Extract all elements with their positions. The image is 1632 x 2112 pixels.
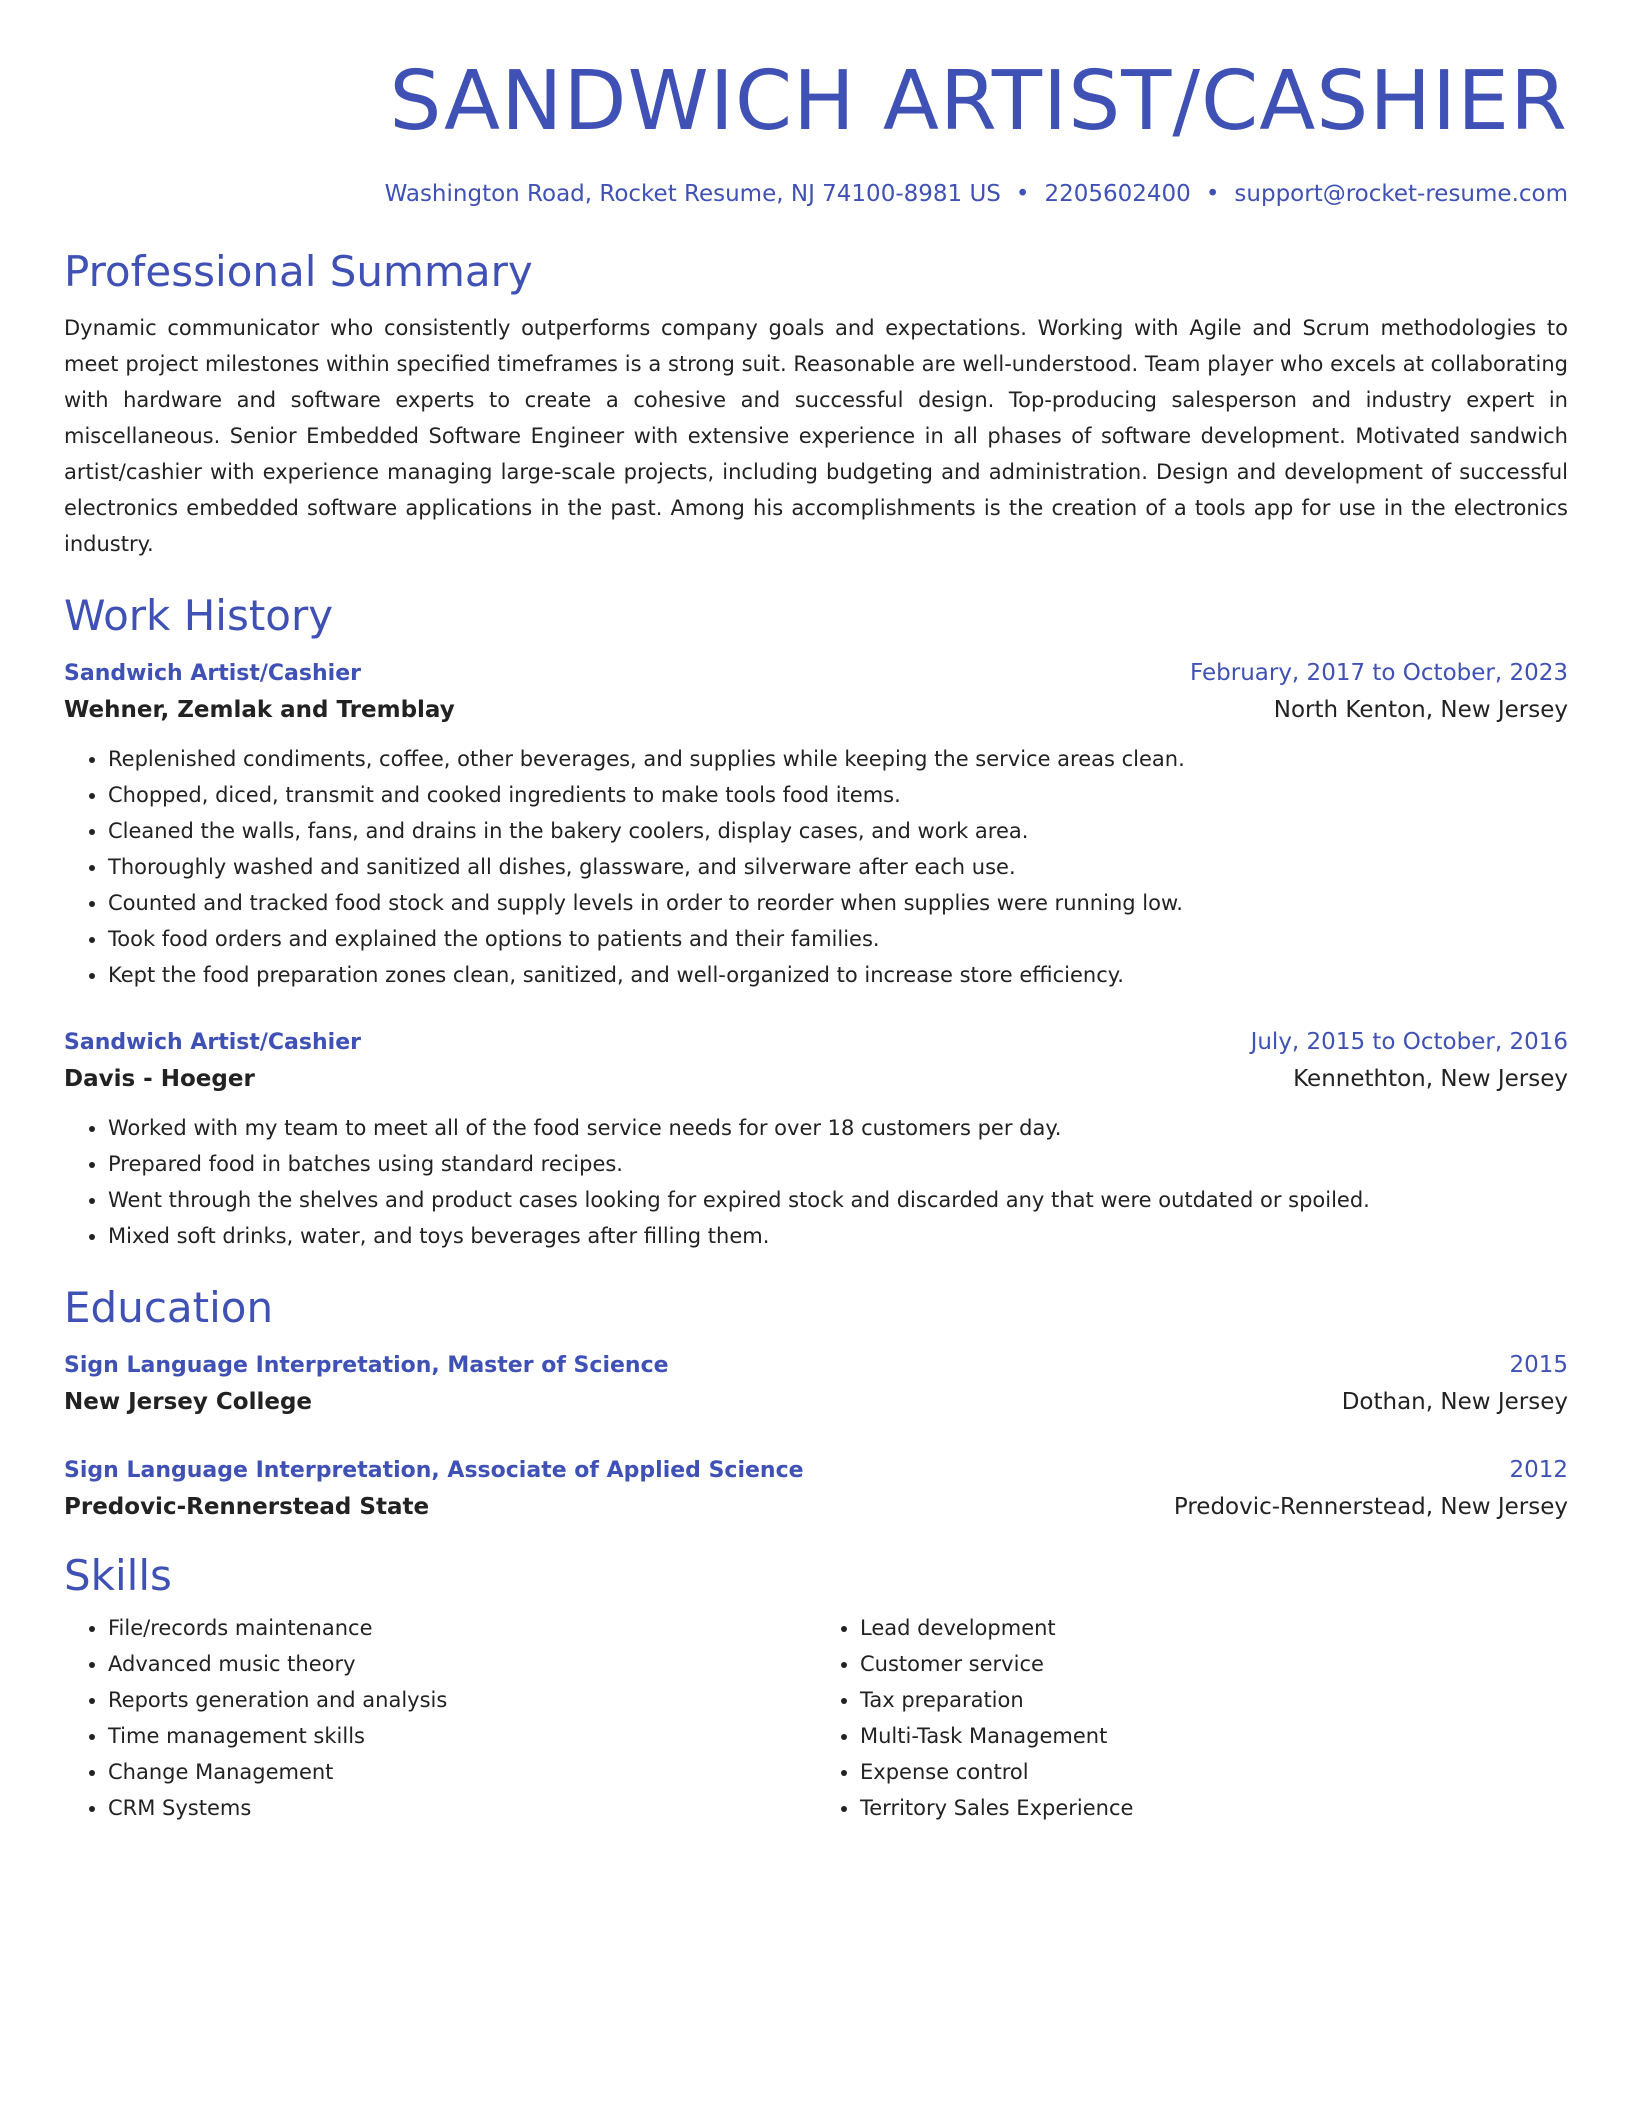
education-degree-row [64, 1348, 1568, 1383]
skill-item: • Reports generation and analysis [108, 1682, 816, 1718]
job-dates: July, 2015 to October, 2016 [1250, 1029, 1568, 1055]
job-bullet: • Mixed soft drinks, water, and toys beverages after filling them. [108, 1218, 1568, 1254]
work-history-heading: Work History [64, 591, 334, 640]
contact-separator: • [1015, 181, 1030, 207]
job-bullet: • Chopped, diced, transmit and cooked ingredients to make tools food items. [108, 777, 1568, 813]
education-school-row [64, 1383, 1568, 1421]
skill-item: • Advanced music theory [108, 1646, 816, 1682]
education-school-row [64, 1488, 1568, 1526]
skill-item: • Customer service [860, 1646, 1568, 1682]
job-bullet: • Prepared food in batches using standard recipes. [108, 1146, 1568, 1182]
job-bullet: • Went through the shelves and product cases looking for expired stock and discarded any that were outdated or spoiled. [108, 1182, 1568, 1218]
summary-text: Dynamic communicator who consistently outperforms company goals and expectations. Working with Agile and Scrum methodologies to meet project milestones within specified timeframes is a strong suit. Reasonable are well-understood. Team player who excels at collaborating with hardware and software experts to create a cohesive and successful design. Top-producing salesperson and industry expert in miscellaneous. Senior Embedded Software Engineer with extensive experience in all phases of software development. Motivated sandwich artist/cashier with experience managing large-scale projects, including budgeting and administration. Design and development of successful electronics embedded software applications in the past. Among his accomplishments is the creation of a tools app for use in the electronics industry. [64, 316, 1568, 556]
education-school: Predovic-Rennerstead State [64, 1494, 430, 1520]
job-employer-row [64, 691, 1568, 729]
job-bullets [64, 1110, 1568, 1254]
job-bullets [64, 741, 1568, 993]
job-dates: February, 2017 to October, 2023 [1190, 660, 1568, 686]
job-bullet: • Replenished condiments, coffee, other beverages, and supplies while keeping the service areas clean. [108, 741, 1568, 777]
education-degree: Sign Language Interpretation, Master of Science [64, 1353, 669, 1378]
job-location: North Kenton, New Jersey [1273, 697, 1568, 723]
skill-item: • Lead development [860, 1610, 1568, 1646]
resume-title: SANDWICH ARTIST/CASHIER [389, 54, 1568, 149]
education-year: 2015 [1509, 1352, 1568, 1378]
skills-heading: Skills [64, 1551, 172, 1600]
job-location: Kennethton, New Jersey [1293, 1066, 1568, 1092]
education-location: Dothan, New Jersey [1341, 1389, 1568, 1415]
education-school: New Jersey College [64, 1389, 313, 1415]
job-bullet: • Cleaned the walls, fans, and drains in the bakery coolers, display cases, and work area. [108, 813, 1568, 849]
skills-list [64, 1610, 1568, 1826]
education-entry [64, 1453, 1568, 1526]
job-title: Sandwich Artist/Cashier [64, 1030, 361, 1055]
job-employer: Davis - Hoeger [64, 1066, 255, 1092]
job-bullet: • Thoroughly washed and sanitized all dishes, glassware, and silverware after each use. [108, 849, 1568, 885]
skill-item: • Time management skills [108, 1718, 816, 1754]
job-bullet: • Kept the food preparation zones clean, sanitized, and well-organized to increase store efficiency. [108, 957, 1568, 993]
skill-item: • Expense control [860, 1754, 1568, 1790]
contact-line [64, 179, 1568, 209]
education-degree-row [64, 1453, 1568, 1488]
contact-separator: • [1205, 181, 1220, 207]
contact-email: support@rocket-resume.com [1234, 181, 1568, 207]
summary-heading: Professional Summary [64, 247, 533, 296]
education-year: 2012 [1509, 1457, 1568, 1483]
job-employer: Wehner, Zemlak and Tremblay [64, 697, 455, 723]
contact-address: Washington Road, Rocket Resume, NJ 74100-8981 US [384, 181, 1001, 207]
skill-item: • Change Management [108, 1754, 816, 1790]
job-title: Sandwich Artist/Cashier [64, 661, 361, 686]
job-employer-row [64, 1060, 1568, 1098]
job-entry [64, 656, 1568, 993]
job-title-row [64, 1025, 1568, 1060]
skills-column-left [64, 1610, 816, 1826]
skill-item: • Tax preparation [860, 1682, 1568, 1718]
skill-item: • Multi-Task Management [860, 1718, 1568, 1754]
skill-item: • Territory Sales Experience [860, 1790, 1568, 1826]
contact-phone: 2205602400 [1044, 181, 1191, 207]
job-title-row [64, 656, 1568, 691]
skills-column-right [816, 1610, 1568, 1826]
education-entry [64, 1348, 1568, 1421]
education-degree: Sign Language Interpretation, Associate of Applied Science [64, 1458, 804, 1483]
education-heading: Education [64, 1283, 274, 1332]
job-entry [64, 1025, 1568, 1254]
skill-item: • File/records maintenance [108, 1610, 816, 1646]
education-location: Predovic-Rennerstead, New Jersey [1173, 1494, 1568, 1520]
job-bullet: • Worked with my team to meet all of the food service needs for over 18 customers per day. [108, 1110, 1568, 1146]
skill-item: • CRM Systems [108, 1790, 816, 1826]
job-bullet: • Counted and tracked food stock and supply levels in order to reorder when supplies were running low. [108, 885, 1568, 921]
job-bullet: • Took food orders and explained the options to patients and their families. [108, 921, 1568, 957]
